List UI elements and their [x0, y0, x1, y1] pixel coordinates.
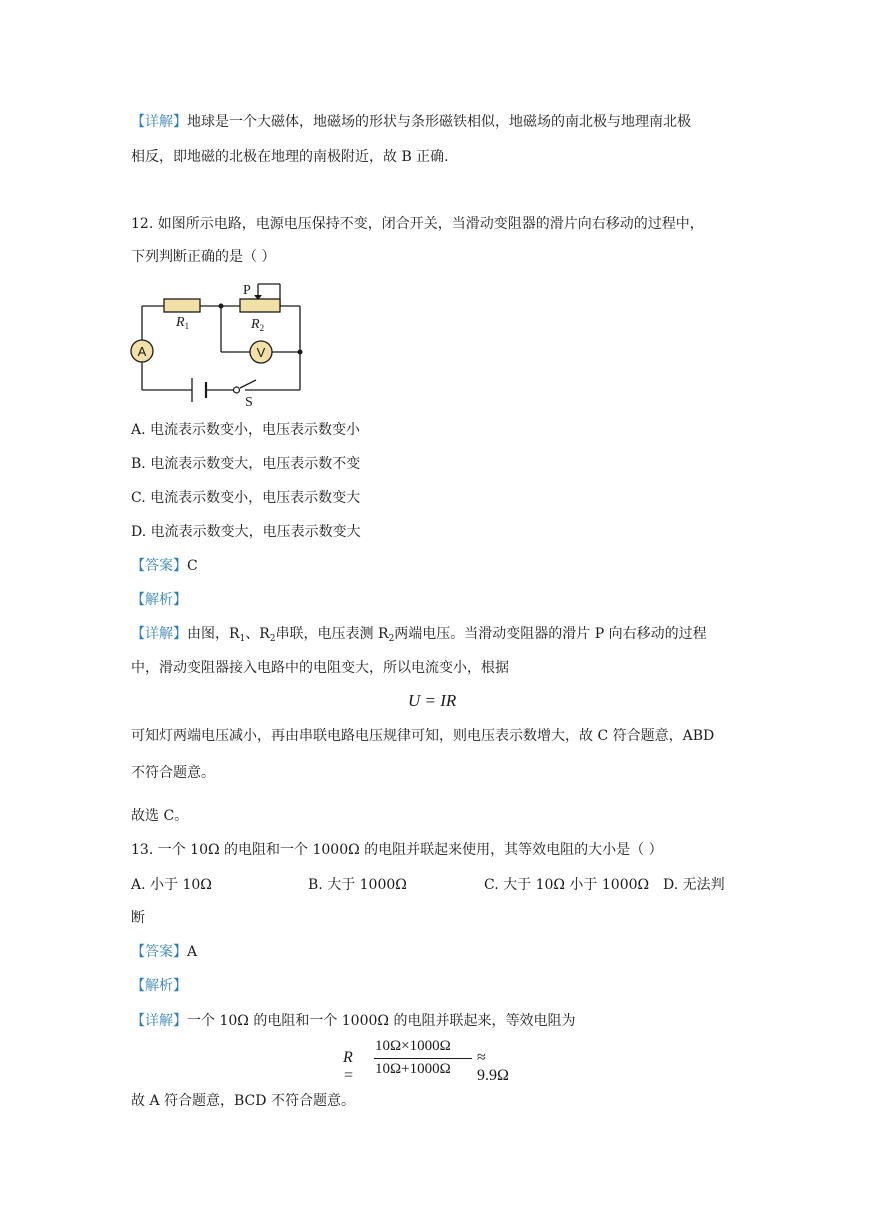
circuit-diagram — [128, 278, 310, 408]
answer-tag: 【答案】 — [131, 944, 187, 960]
q12-analysis-tag: 【解析】 — [131, 592, 187, 608]
q13-option-b: B. 大于 1000Ω — [308, 877, 407, 893]
formula-denominator: 10Ω+1000Ω — [375, 1061, 451, 1077]
detail-tag: 【详解】 — [131, 626, 187, 642]
q13-analysis-tag: 【解析】 — [131, 978, 187, 994]
q12-detail-line-4: 不符合题意。 — [131, 765, 215, 781]
q12-stem-line-2: 下列判断正确的是（ ） — [131, 249, 276, 265]
formula-rhs: ≈ 9.9Ω — [477, 1049, 509, 1084]
q12-detail-line-2: 中，滑动变阻器接入电路中的电阻变大，所以电流变小，根据 — [131, 660, 509, 676]
q11-detail-line-2: 相反，即地磁的北极在地理的南极附近，故 B 正确. — [131, 149, 449, 165]
detail-tag: 【详解】 — [131, 1013, 187, 1029]
detail-tag: 【详解】 — [131, 114, 187, 130]
q12-detail-line-1: 【详解】由图，$R_1$、$R_2$串联，电压表测 $R_2$两端电压。当滑动变阻器的滑片 P 向右移动的过程 — [131, 626, 707, 644]
q12-detail-line-3: 可知灯两端电压减小，再由串联电路电压规律可知，则电压表示数增大，故 C 符合题意，ABD — [131, 728, 715, 744]
q12-conclusion: 故选 C。 — [131, 808, 189, 824]
answer-tag: 【答案】 — [131, 558, 187, 574]
q13-option-d-continued: 断 — [131, 910, 145, 926]
q13-option-d: D. 无法判 — [663, 877, 725, 893]
junction-dot — [219, 304, 224, 309]
resistor-r1 — [164, 299, 200, 312]
ammeter-label: A — [137, 344, 147, 359]
q13-detail-text: 一个 10Ω 的电阻和一个 1000Ω 的电阻并联起来，等效电阻为 — [187, 1013, 576, 1029]
junction-dot — [298, 350, 303, 355]
q13-answer — [131, 943, 197, 961]
q12-option-c: C. 电流表示数变小，电压表示数变大 — [131, 490, 361, 506]
q12-answer-value: C — [187, 558, 198, 574]
slider-label: P — [243, 283, 251, 298]
q13-detail-line-1 — [131, 1012, 575, 1030]
q13-answer-value: A — [187, 944, 198, 960]
q12-option-d: D. 电流表示数变大，电压表示数变大 — [131, 524, 361, 540]
q11-detail-line-1 — [131, 113, 691, 131]
q12-option-a: A. 电流表示数变小，电压表示数变小 — [131, 422, 361, 438]
q12-answer — [131, 557, 198, 575]
switch-label: S — [245, 395, 253, 408]
resistor-r2 — [240, 299, 280, 312]
q11-detail-text-1: 地球是一个大磁体，地磁场的形状与条形磁铁相似，地磁场的南北极与地理南北极 — [187, 114, 691, 130]
q12-option-b: B. 电流表示数变大，电压表示数不变 — [131, 456, 361, 472]
q12-formula: U = IR — [408, 691, 457, 710]
formula-lhs: R = — [343, 1049, 354, 1084]
q12-stem-line-1: 12. 如图所示电路，电源电压保持不变，闭合开关，当滑动变阻器的滑片向右移动的过程中， — [131, 216, 704, 232]
q13-option-a: A. 小于 10Ω — [131, 877, 212, 893]
switch-contact — [234, 387, 240, 393]
fraction-bar — [374, 1058, 472, 1059]
q13-conclusion: 故 A 符合题意，BCD 不符合题意。 — [131, 1093, 355, 1109]
r2-label: $R_2$ — [251, 317, 265, 333]
voltmeter-label: V — [256, 345, 266, 360]
formula-numerator: 10Ω×1000Ω — [375, 1038, 451, 1054]
r1-label: $R_1$ — [176, 315, 190, 331]
q13-option-c: C. 大于 10Ω 小于 1000Ω — [484, 877, 650, 893]
q13-stem: 13. 一个 10Ω 的电阻和一个 1000Ω 的电阻并联起来使用，其等效电阻的大小是（ ） — [131, 842, 663, 858]
